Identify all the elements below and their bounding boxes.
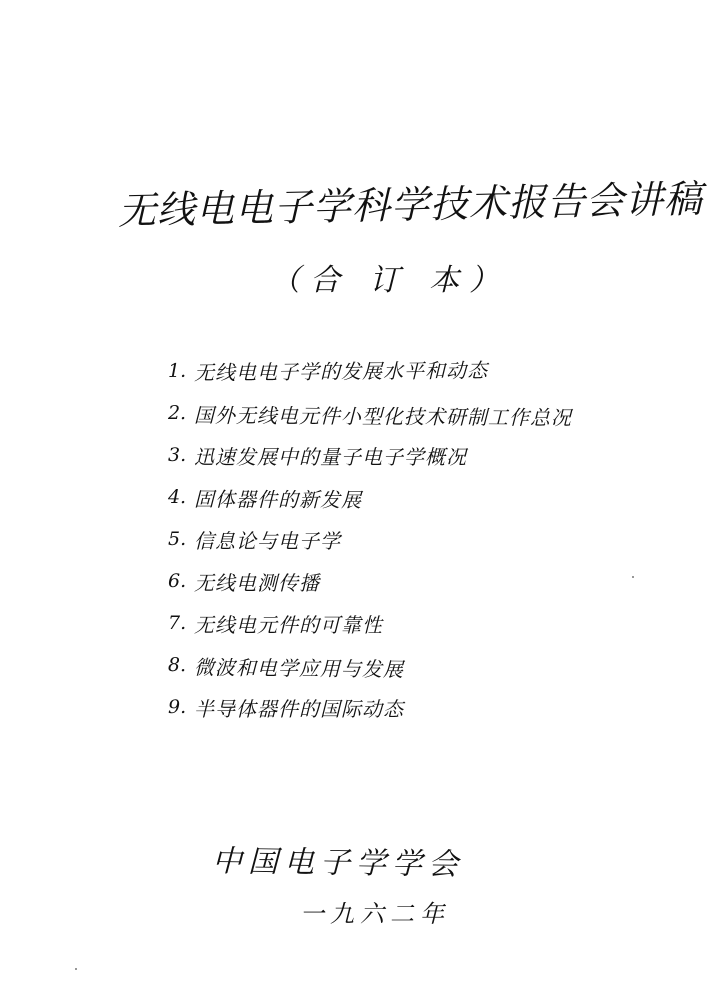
toc-item-number: 4. — [167, 486, 187, 509]
toc-item — [168, 560, 608, 602]
toc-item-title: 微波和电学应用与发展 — [193, 654, 405, 681]
toc-item — [168, 392, 608, 437]
toc-item — [168, 476, 608, 520]
document-subtitle: （合 订 本） — [270, 263, 510, 298]
toc-item — [168, 644, 608, 691]
toc-item-number: 8. — [167, 654, 187, 677]
toc-item — [168, 434, 608, 476]
toc-item-number: 5. — [168, 528, 187, 550]
paper-speck — [75, 968, 77, 970]
toc-item-title: 固体器件的新发展 — [193, 486, 363, 512]
paper-speck — [632, 576, 634, 578]
toc-item-number: 3. — [168, 444, 187, 466]
toc-item — [168, 602, 608, 644]
toc-item-number: 9. — [168, 696, 187, 718]
toc-item-number: 1. — [167, 359, 187, 382]
toc-item-title: 迅速发展中的量子电子学概况 — [194, 444, 467, 469]
table-of-contents — [168, 350, 608, 728]
toc-item-title: 半导体器件的国际动态 — [194, 696, 404, 721]
toc-item — [168, 346, 608, 392]
toc-item-title: 信息论与电子学 — [194, 528, 341, 553]
toc-item-title: 无线电测传播 — [194, 570, 320, 595]
toc-item — [168, 686, 608, 728]
toc-item-title: 国外无线电元件小型化技术研制工作总况 — [193, 402, 573, 430]
organization-name: 中国电子学学会 — [211, 844, 465, 883]
publication-year: 一九六二年 — [300, 900, 450, 928]
toc-item-title: 无线电电子学的发展水平和动态 — [193, 357, 489, 385]
toc-item-number: 6. — [168, 570, 187, 592]
toc-item-title: 无线电元件的可靠性 — [194, 612, 383, 637]
toc-item — [168, 518, 608, 560]
toc-item-number: 2. — [167, 402, 187, 425]
document-title: 无线电电子学科学技术报告会讲稿 — [117, 176, 704, 233]
toc-item-number: 7. — [168, 612, 187, 634]
